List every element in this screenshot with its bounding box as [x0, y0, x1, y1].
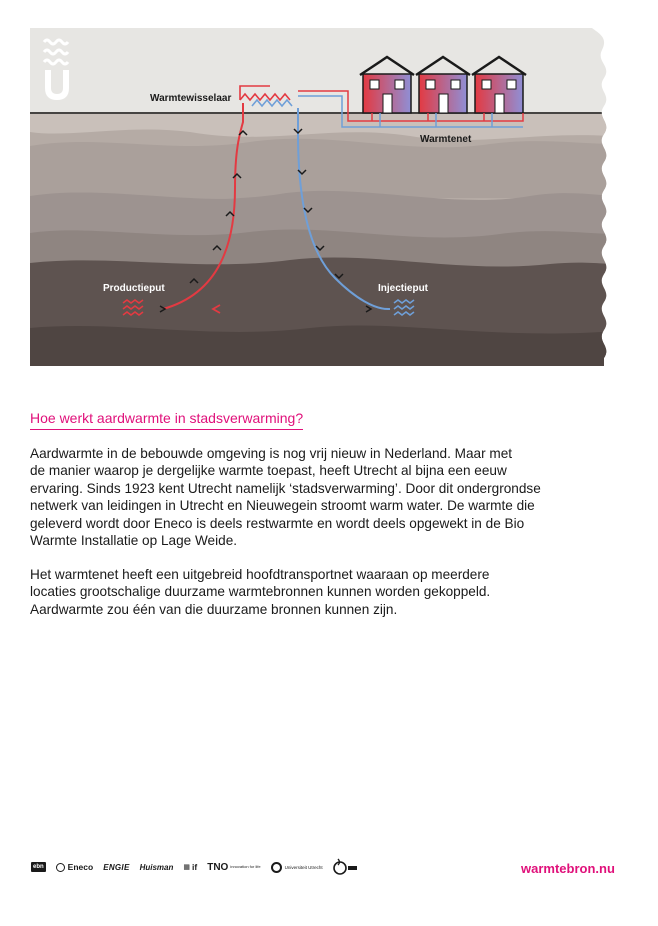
eneco-mark-icon — [56, 863, 65, 872]
text-line: Warmte Installatie op Lage Weide. — [30, 533, 238, 549]
site-url[interactable]: warmtebron.nu — [521, 861, 615, 876]
article-heading: Hoe werkt aardwarmte in stadsverwarming? — [30, 410, 303, 430]
logo-if — [183, 862, 197, 872]
text-line: geleverd wordt door Eneco is deels restwarmte en wordt deels opgewekt in de Bio — [30, 515, 525, 531]
text-line: Aardwarmte zou één van die duurzame bronnen kunnen zijn. — [30, 601, 398, 617]
logo-8 — [333, 857, 359, 877]
label-productieput: Productieput — [103, 283, 165, 294]
logo-eneco-text: Eneco — [67, 862, 94, 872]
logo-if-text: if — [192, 862, 198, 872]
geothermal-diagram — [30, 28, 630, 366]
logo-ebn: ebn — [33, 864, 44, 870]
text-line: ervaring. Sinds 1923 kent Utrecht namelijk ‘stadsverwarming’. Door dit ondergrondse — [30, 480, 541, 496]
logo-engie: ENGIE — [103, 862, 130, 872]
text-line: netwerk van leidingen in Utrecht en Nieuwegein stroomt warm water. De warmte die — [30, 498, 535, 514]
text-line: de manier waarop je dergelijke warmte toepast, heeft Utrecht al bijna een eeuw — [30, 463, 507, 479]
sky-area — [30, 28, 630, 114]
article-paragraph-1 — [30, 445, 630, 549]
partner-mark-icon — [333, 857, 359, 877]
logo-tno-sub: innovation for life — [230, 864, 261, 869]
text-line: Het warmtenet heeft een uitgebreid hoofdtransportnet waaraan op meerdere — [30, 567, 490, 582]
logo-eneco — [56, 862, 94, 872]
logo-tno-text: TNO — [207, 861, 229, 873]
logo-tno — [207, 862, 260, 873]
logo-uu-text: Universiteit Utrecht — [284, 864, 323, 870]
label-warmtewisselaar: Warmtewisselaar — [150, 93, 232, 104]
logo-huisman: Huisman — [139, 862, 174, 872]
if-mark-icon: ▦ — [183, 864, 191, 871]
uu-seal-icon — [271, 862, 282, 873]
article-paragraph-2 — [30, 566, 630, 618]
logo-uu — [271, 862, 323, 873]
text-line: locaties grootschalige duurzame warmtebronnen kunnen worden gekoppeld. — [30, 584, 491, 600]
label-injectieput: Injectieput — [378, 283, 429, 294]
label-warmtenet: Warmtenet — [420, 134, 472, 145]
partner-logos — [31, 856, 369, 878]
text-line: Aardwarmte in de bebouwde omgeving is nog vrij nieuw in Nederland. Maar met — [30, 446, 513, 461]
